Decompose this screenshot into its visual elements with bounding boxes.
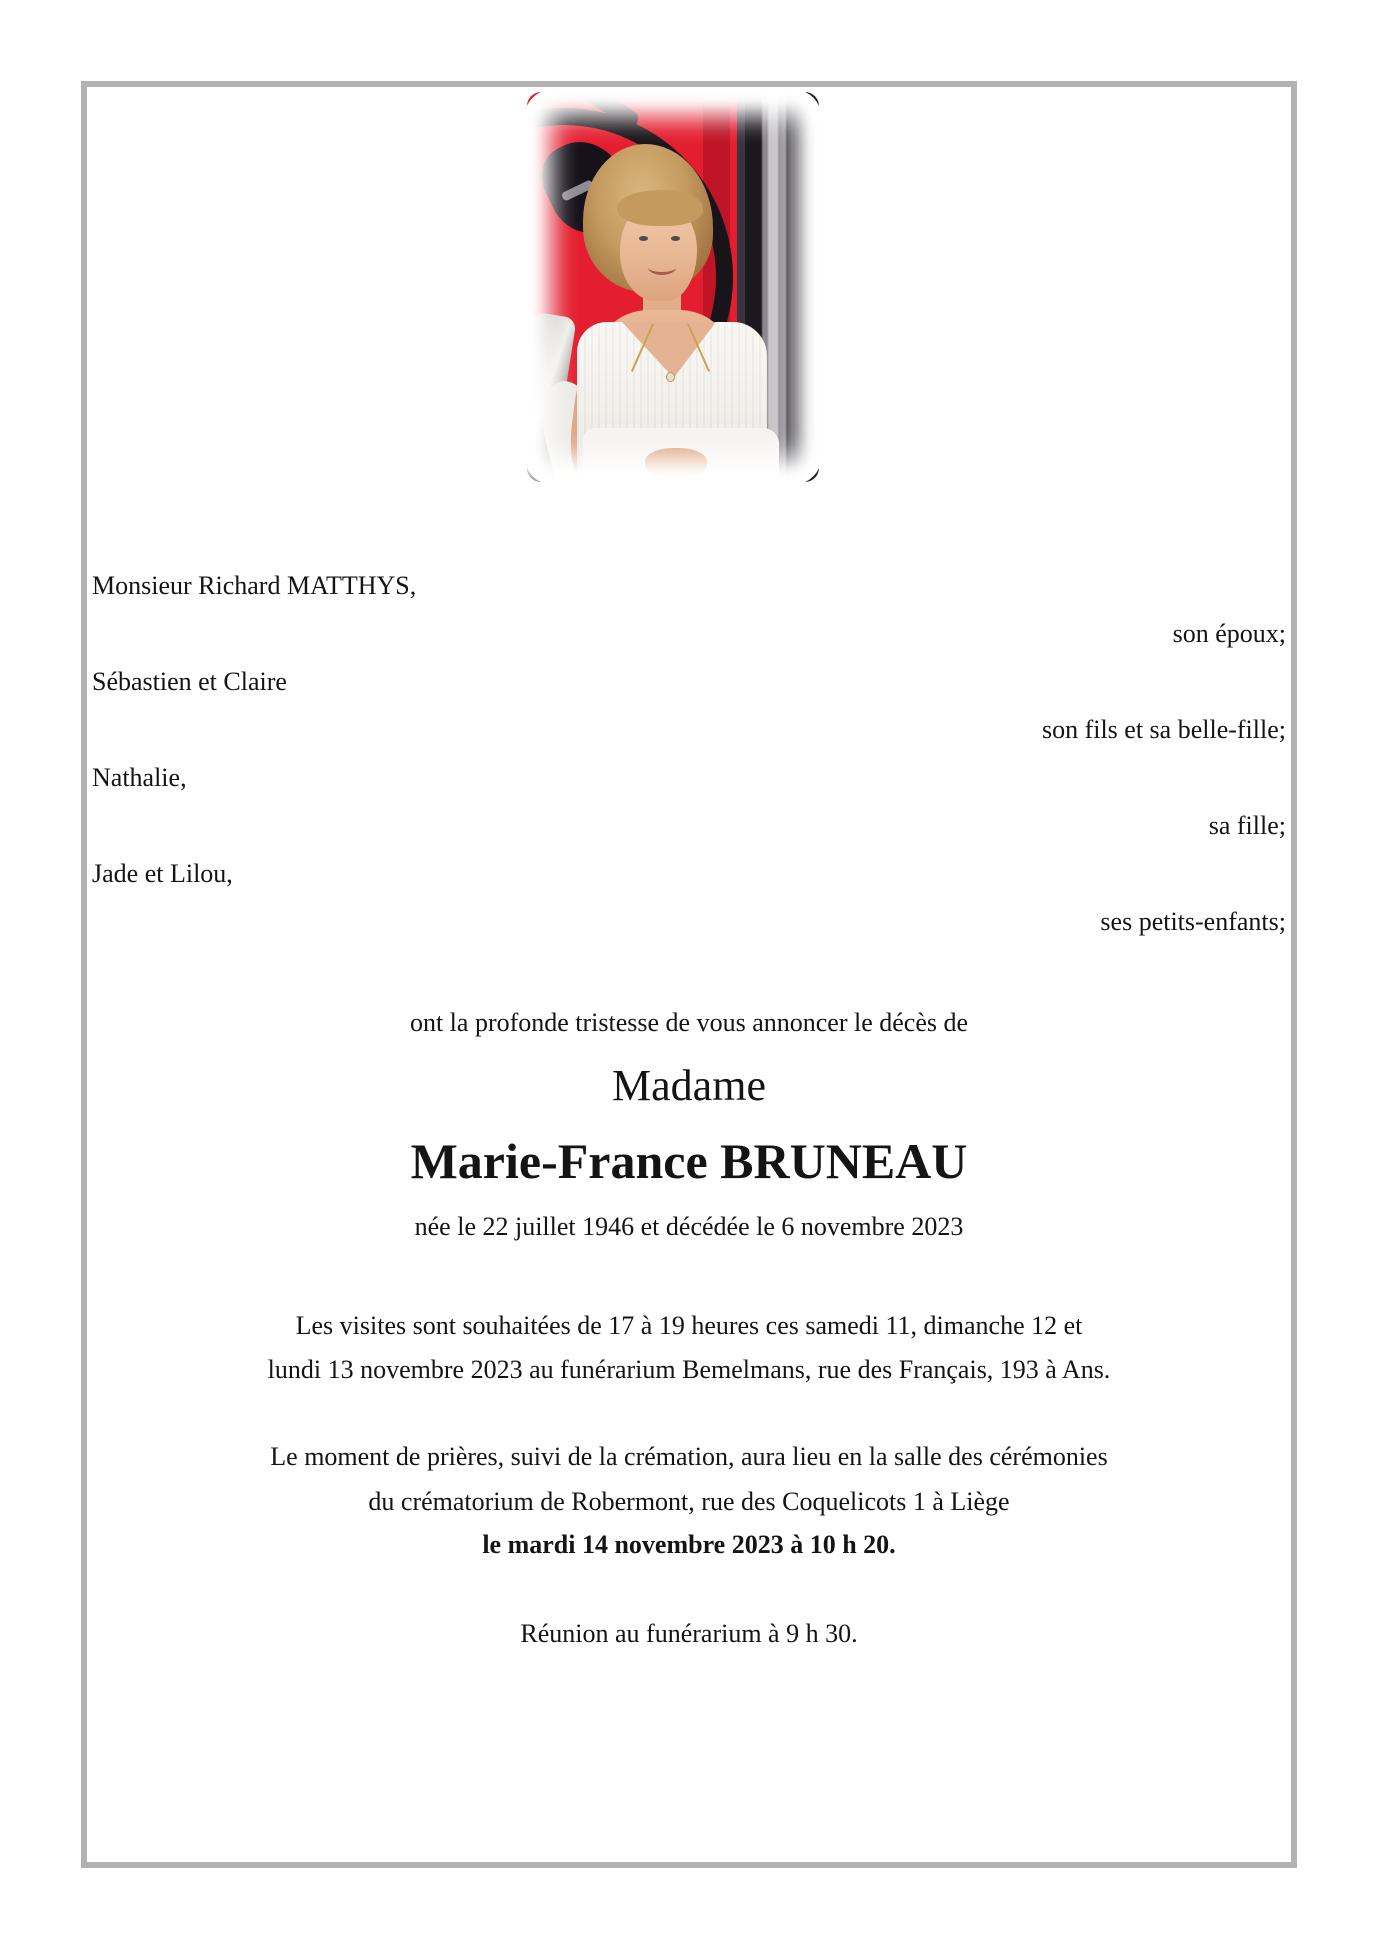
deceased-name: Marie-France BRUNEAU: [410, 1133, 968, 1189]
family-names-husband: Monsieur Richard MATTHYS,: [92, 571, 417, 600]
birth-death-dates: née le 22 juillet 1946 et décédée le 6 novembre 2023: [414, 1212, 964, 1241]
photo-left-eye: [639, 236, 648, 241]
ceremony-date-time: le mardi 14 novembre 2023 à 10 h 20.: [482, 1530, 896, 1559]
photo-hair-fringe: [617, 190, 703, 226]
photo-smile: [648, 260, 676, 275]
visits-line-2: lundi 13 novembre 2023 au funérarium Bemelmans, rue des Français, 193 à Ans.: [267, 1355, 1111, 1384]
announcement-intro: ont la profonde tristesse de vous annoncer le décès de: [409, 1008, 969, 1037]
family-relation-grandchildren: ses petits-enfants;: [1100, 907, 1286, 936]
visits-line-1: Les visites sont souhaitées de 17 à 19 heures ces samedi 11, dimanche 12 et: [295, 1311, 1083, 1340]
ceremony-line-1: Le moment de prières, suivi de la crémation, aura lieu en la salle des cérémonies: [270, 1442, 1108, 1471]
family-names-daughter: Nathalie,: [92, 763, 187, 792]
ceremony-line-2: du crématorium de Robermont, rue des Coquelicots 1 à Liège: [368, 1487, 1010, 1516]
deceased-title: Madame: [612, 1061, 766, 1110]
photo-necklace-pendant: [666, 372, 675, 382]
family-relation-son: son fils et sa belle-fille;: [1041, 715, 1286, 744]
family-names-grandchildren: Jade et Lilou,: [92, 859, 233, 888]
family-relation-daughter: sa fille;: [1208, 811, 1286, 840]
family-relation-husband: son époux;: [1172, 619, 1286, 648]
reunion-line: Réunion au funérarium à 9 h 30.: [520, 1619, 858, 1648]
photo-right-eye: [671, 236, 680, 241]
portrait-photo: [527, 92, 819, 482]
family-names-son: Sébastien et Claire: [92, 667, 287, 696]
photo-hands: [645, 448, 707, 478]
